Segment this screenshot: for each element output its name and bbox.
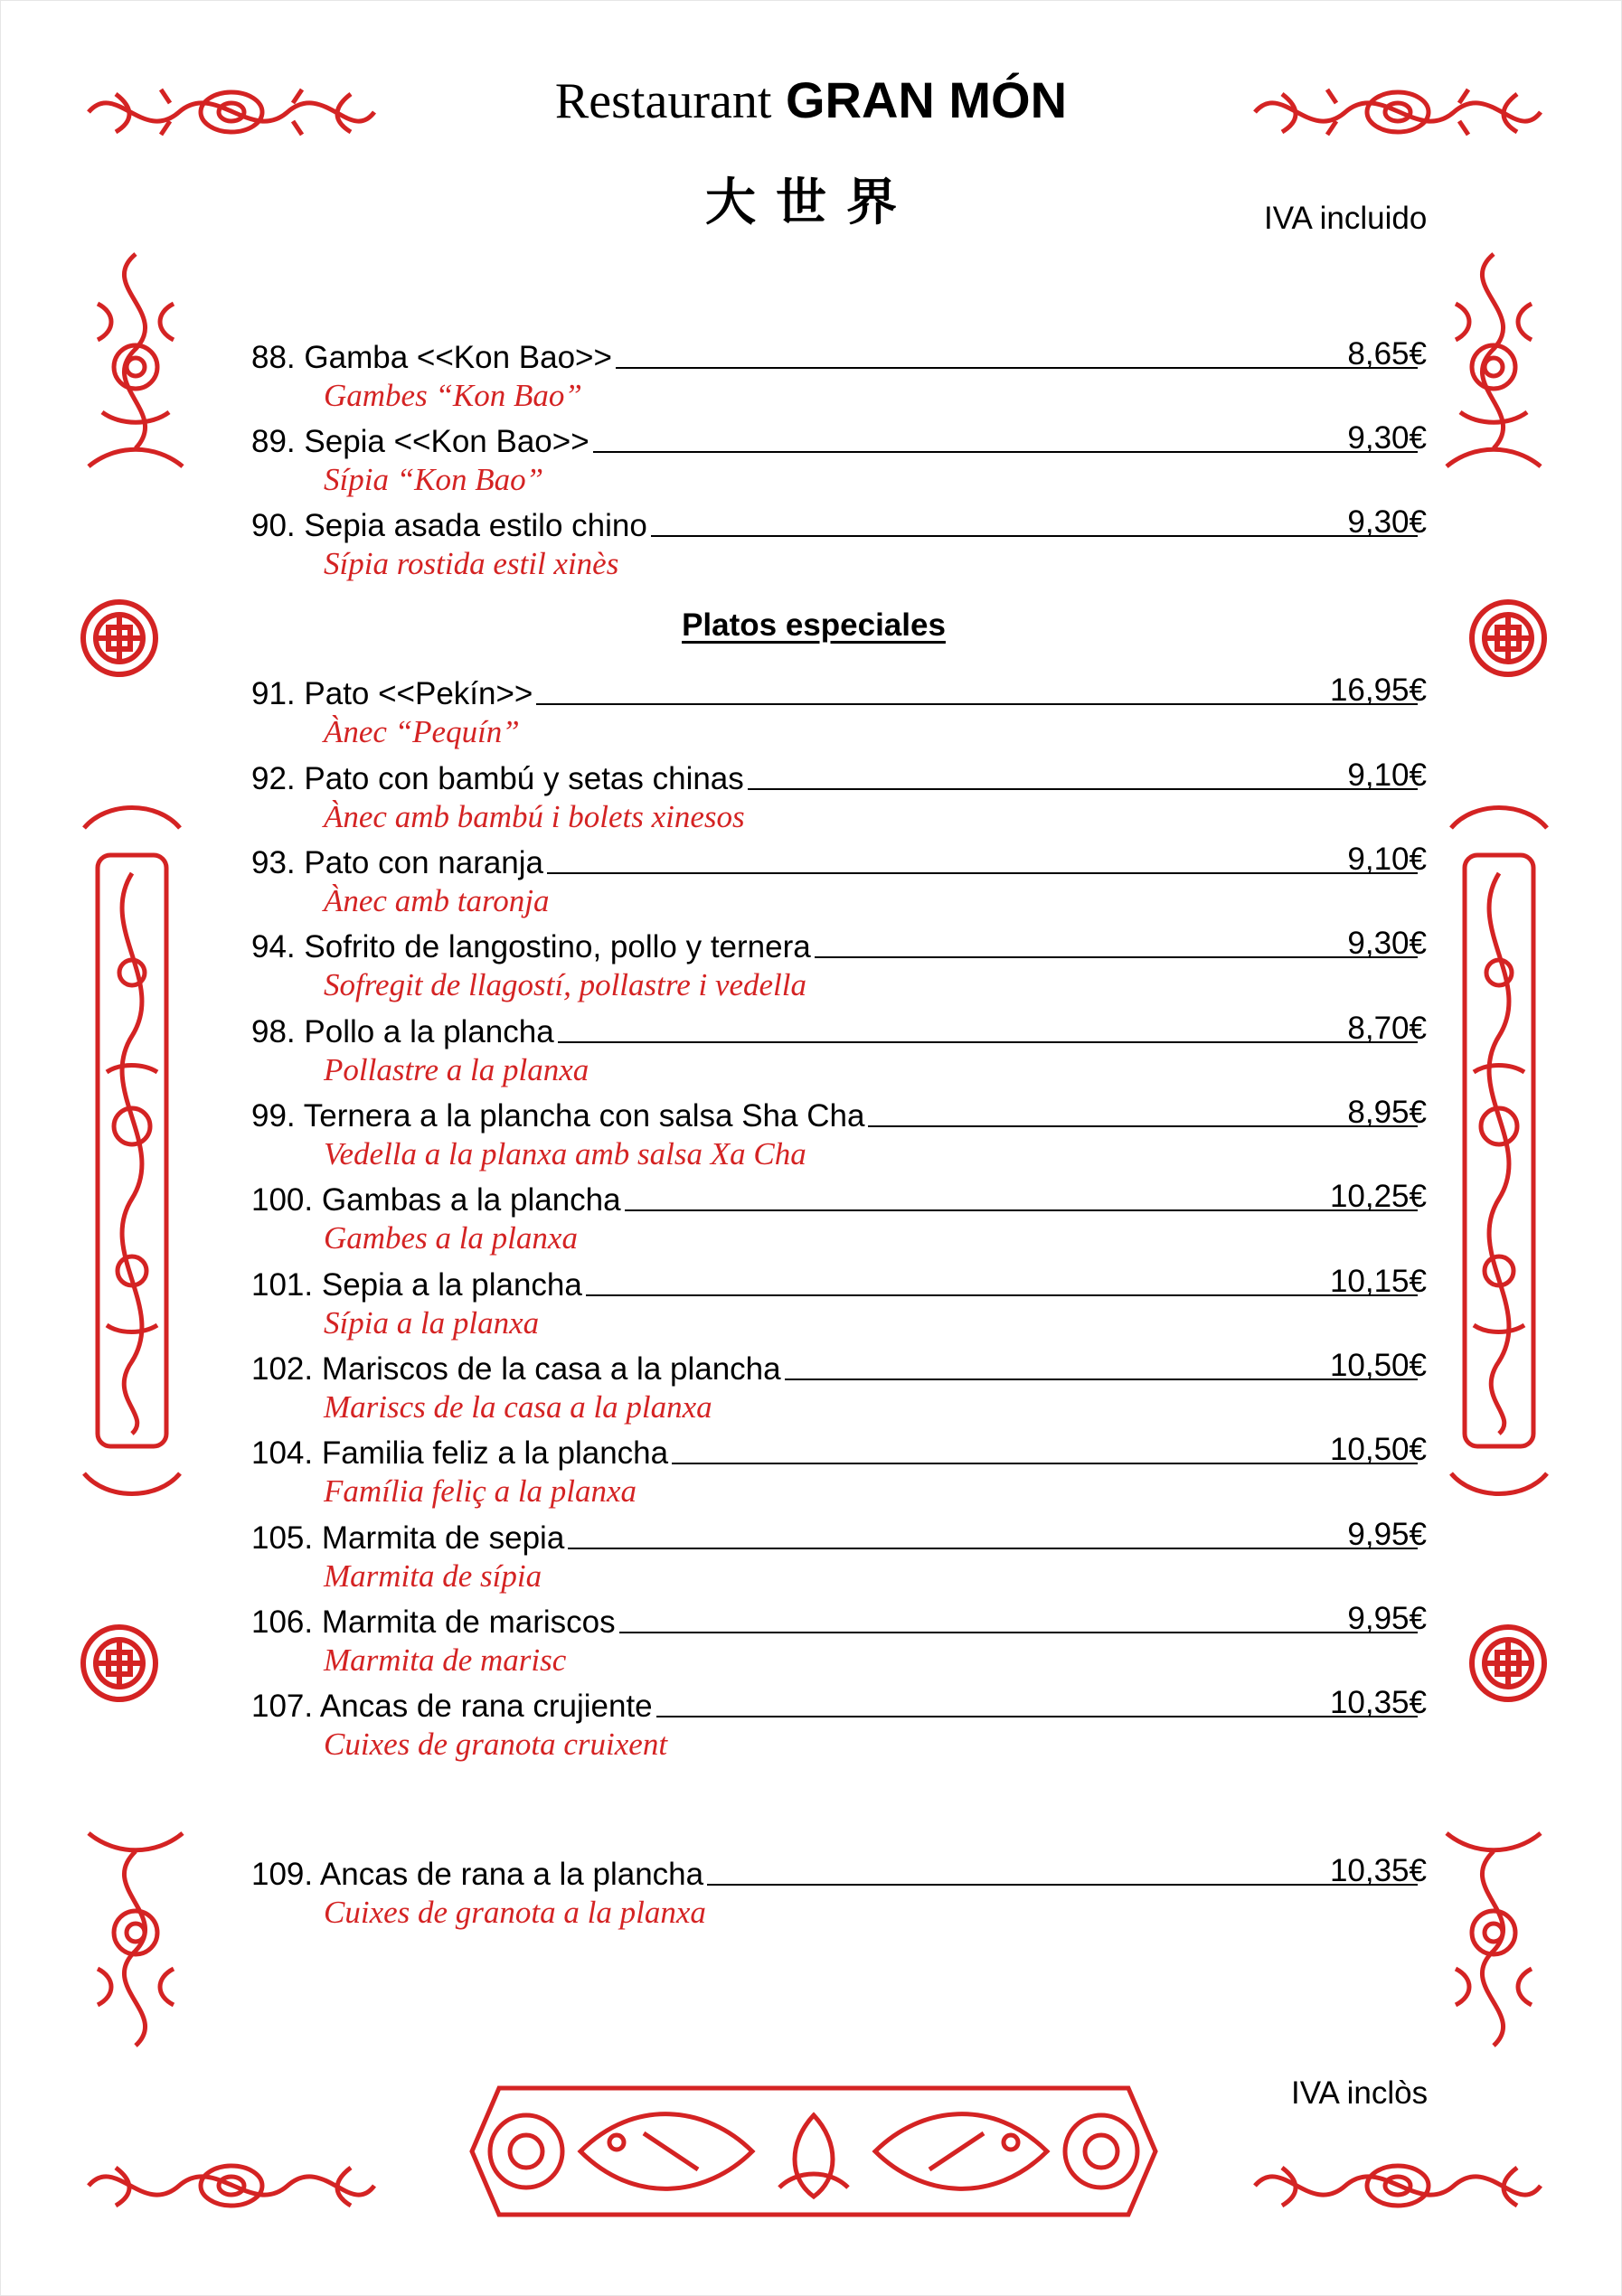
item-price: 9,10€ xyxy=(1347,757,1427,793)
menu-item xyxy=(251,842,1427,923)
item-translation: Cuixes de granota a la planxa xyxy=(324,1895,706,1930)
menu-item xyxy=(251,1264,1427,1345)
item-price: 16,95€ xyxy=(1329,673,1427,708)
item-translation: Ànec amb bambú i bolets xinesos xyxy=(324,799,745,834)
ornament-side-lower-right xyxy=(1438,1824,1550,2050)
papercut-panel-left xyxy=(80,801,184,1501)
item-price: 10,50€ xyxy=(1329,1432,1427,1467)
ornament-bottom-right xyxy=(1246,2150,1550,2222)
medallion-lower-left xyxy=(78,1622,161,1705)
item-price: 9,10€ xyxy=(1347,842,1427,877)
item-price: 8,95€ xyxy=(1347,1095,1427,1130)
item-translation: Sofregit de llagostí, pollastre i vedella xyxy=(324,967,807,1002)
item-translation: Cuixes de granota cruixent xyxy=(324,1727,668,1762)
item-price: 9,95€ xyxy=(1347,1601,1427,1636)
item-translation: Marmita de sípia xyxy=(324,1558,542,1594)
restaurant-name: GRAN MÓN xyxy=(785,71,1068,128)
item-translation: Sípia a la planxa xyxy=(324,1305,540,1341)
item-name: 93. Pato con naranja xyxy=(251,845,544,880)
item-translation: Gambes “Kon Bao” xyxy=(324,378,582,413)
item-translation: Marmita de marisc xyxy=(324,1642,567,1678)
item-translation: Ànec “Pequín” xyxy=(324,714,520,749)
menu-item xyxy=(251,757,1427,839)
menu-item xyxy=(251,504,1427,586)
item-name: 107. Ancas de rana crujiente xyxy=(251,1689,653,1724)
menu-item xyxy=(251,1517,1427,1598)
item-name: 91. Pato <<Pekín>> xyxy=(251,676,533,711)
item-price: 10,50€ xyxy=(1329,1348,1427,1383)
menu-item xyxy=(251,926,1427,1007)
item-name: 106. Marmita de mariscos xyxy=(251,1604,616,1640)
item-translation: Pollastre a la planxa xyxy=(324,1052,589,1087)
menu-item xyxy=(251,1601,1427,1682)
item-price: 8,70€ xyxy=(1347,1011,1427,1046)
item-translation: Sípia rostida estil xinès xyxy=(324,546,619,581)
ornament-side-upper-right xyxy=(1438,249,1550,475)
item-name: 104. Familia feliz a la plancha xyxy=(251,1435,669,1471)
menu-item xyxy=(251,1011,1427,1092)
title-prefix: Restaurant xyxy=(554,73,772,129)
item-price: 10,15€ xyxy=(1329,1264,1427,1299)
restaurant-title xyxy=(0,71,1622,130)
item-translation: Vedella a la planxa amb salsa Xa Cha xyxy=(324,1136,806,1172)
item-name: 94. Sofrito de langostino, pollo y ternera xyxy=(251,929,811,965)
menu-item xyxy=(251,673,1427,754)
chinese-name: 大世界 xyxy=(705,173,917,232)
item-translation: Família feliç a la planxa xyxy=(324,1473,637,1509)
tax-note-catalan: IVA inclòs xyxy=(1291,2075,1429,2111)
menu-item xyxy=(251,336,1427,418)
item-price: 10,25€ xyxy=(1329,1179,1427,1214)
item-name: 88. Gamba <<Kon Bao>> xyxy=(251,340,612,375)
item-price: 10,35€ xyxy=(1329,1853,1427,1888)
item-name: 98. Pollo a la plancha xyxy=(251,1014,554,1049)
tax-note-spanish: IVA incluido xyxy=(1264,201,1428,236)
menu-item xyxy=(251,1179,1427,1260)
section-heading: Platos especiales xyxy=(682,607,946,643)
item-price: 10,35€ xyxy=(1329,1685,1427,1720)
papercut-panel-right xyxy=(1447,801,1551,1501)
menu-item xyxy=(251,1432,1427,1513)
item-name: 90. Sepia asada estilo chino xyxy=(251,508,647,543)
item-name: 102. Mariscos de la casa a la plancha xyxy=(251,1351,781,1387)
medallion-lower-right xyxy=(1466,1622,1550,1705)
menu-item xyxy=(251,1685,1427,1766)
menu-item xyxy=(251,420,1427,502)
item-name: 109. Ancas de rana a la plancha xyxy=(251,1857,704,1892)
ornament-side-lower-left xyxy=(80,1824,192,2050)
item-name: 99. Ternera a la plancha con salsa Sha Cha xyxy=(251,1098,865,1134)
ornament-bottom-left xyxy=(80,2150,383,2222)
dotted-leader xyxy=(536,703,1418,705)
item-translation: Gambes a la planxa xyxy=(324,1220,578,1256)
item-name: 89. Sepia <<Kon Bao>> xyxy=(251,424,589,459)
koi-fish-lotus-panel xyxy=(463,2070,1165,2233)
item-price: 9,95€ xyxy=(1347,1517,1427,1552)
dotted-leader xyxy=(547,872,1418,874)
dotted-leader xyxy=(558,1041,1418,1043)
item-price: 8,65€ xyxy=(1347,336,1427,372)
item-name: 92. Pato con bambú y setas chinas xyxy=(251,761,744,796)
item-translation: Sípia “Kon Bao” xyxy=(324,462,544,497)
item-translation: Ànec amb taronja xyxy=(324,883,550,918)
menu-item xyxy=(251,1853,1427,1934)
item-price: 9,30€ xyxy=(1347,926,1427,961)
menu-item xyxy=(251,1348,1427,1429)
item-translation: Mariscs de la casa a la planxa xyxy=(324,1389,712,1425)
ornament-side-upper-left xyxy=(80,249,192,475)
item-name: 105. Marmita de sepia xyxy=(251,1520,565,1556)
item-price: 9,30€ xyxy=(1347,504,1427,540)
item-name: 101. Sepia a la plancha xyxy=(251,1267,582,1303)
item-price: 9,30€ xyxy=(1347,420,1427,456)
menu-item xyxy=(251,1095,1427,1176)
item-name: 100. Gambas a la plancha xyxy=(251,1182,621,1218)
